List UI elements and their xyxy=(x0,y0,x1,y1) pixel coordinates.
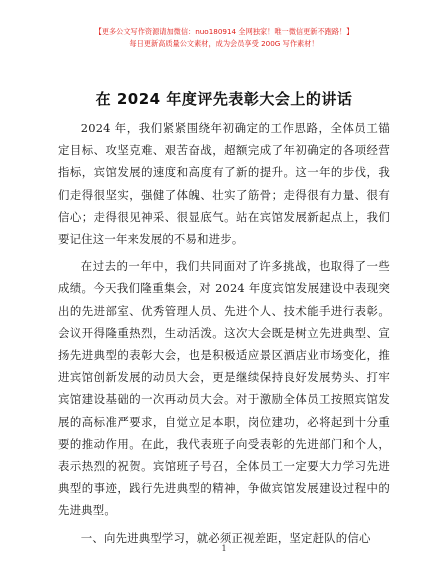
promo-banner-line-1: 【更多公文写作资源请加微信：nuo180914 全网独家！唯一微信更新不跑路！】 xyxy=(94,27,354,36)
body-paragraph-1: 2024 年，我们紧紧围绕年初确定的工作思路，全体员工锚定目标、攻坚克难、艰苦奋战，超额完成了年初确定的各项经营指标，宾馆发展的速度和高度有了新的提升。这一年的步伐，我们走得很坚实，强健了体魄、壮实了筋骨；走得很有力量、很有信心；走得很见神采、很显底气。站在宾馆发展新起点上，我们要记住这一年来发展的不易和进步。 xyxy=(58,121,390,247)
section-heading-1: 一、向先进典型学习，就必须正视差距，坚定赶队的信心 xyxy=(80,530,371,545)
body-paragraph-2: 在过去的一年中，我们共同面对了许多挑战，也取得了一些成绩。今天我们隆重集会，对 2024 年度宾馆发展建设中表现突出的先进部室、优秀管理人员、先进个人、技术能手进行表彰。会议开得隆重热烈，生动活泼。这次大会既是树立先进典型、宣扬先进典型的表彰大会，也是积极适应景区酒店业市场变化，推进宾馆创新发展的动员大会，更是继续保持良好发展势头、打牢宾馆建设基础的一次再动员大会。对于激励全体员工按照宾馆发展的高标准严要求，自觉立足本职，岗位建功，必将起到十分重要的推动作用。在此，我代表班子向受表彰的先进部门和个人，表示热烈的祝贺。宾馆班子号召，全体员工一定要大力学习先进典型的事迹，践行先进典型的精神，争做宾馆发展建设过程中的先进典型。 xyxy=(58,259,390,518)
page-number: 1 xyxy=(221,544,227,553)
document-title: 在 2024 年度评先表彰大会上的讲话 xyxy=(95,90,353,108)
promo-banner xyxy=(0,26,448,50)
promo-banner-line-2: 每日更新高质量公文素材，成为会员享受 200G 写作素材！ xyxy=(129,39,319,48)
document-body xyxy=(58,117,390,554)
